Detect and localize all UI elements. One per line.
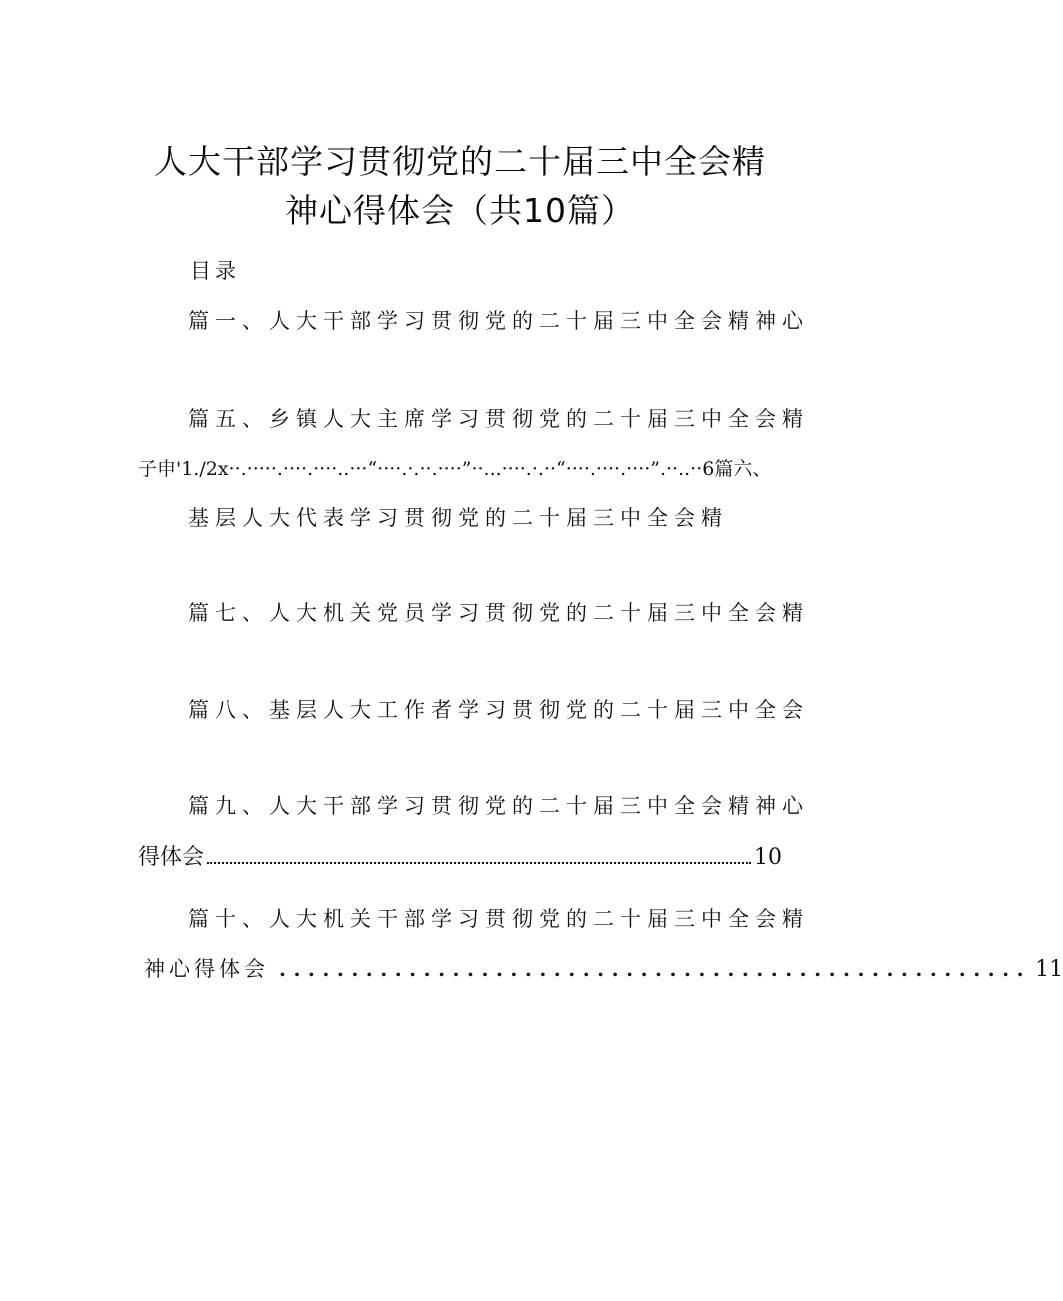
toc-heading: 目录 [190,259,240,283]
toc-entry-9-page-number: 10 [754,845,782,870]
toc-entry-9-dot-leader [207,861,751,864]
toc-entry-10-line-1[interactable]: 篇十、人大机关干部学习贯彻党的二十届三中全会精 [188,907,809,931]
toc-entry-9-line-1[interactable]: 篇九、人大干部学习贯彻党的二十届三中全会精神心 [188,794,809,818]
toc-entry-10-title-end: 神心得体会 [144,957,269,981]
toc-entry-8[interactable]: 篇八、基层人大工作者学习贯彻党的二十届三中全会 [188,698,809,722]
document-title-line-1: 人大干部学习贯彻党的二十届三中全会精 [154,142,766,181]
toc-entry-7[interactable]: 篇七、人大机关党员学习贯彻党的二十届三中全会精 [188,601,809,625]
document-title-line-2: 神心得体会（共10篇） [285,191,635,230]
toc-entry-6[interactable]: 基层人大代表学习贯彻党的二十届三中全会精 [188,506,728,530]
toc-entry-9-title-end: 得体会 [138,845,205,870]
toc-entry-10-page-number: 11 [1035,957,1063,982]
toc-entry-5-line-1[interactable]: 篇五、乡镇人大主席学习贯彻党的二十届三中全会精 [188,407,809,431]
toc-entry-9-line-2[interactable] [138,840,782,871]
toc-entry-1[interactable]: 篇一、人大干部学习贯彻党的二十届三中全会精神心 [188,309,809,333]
toc-entry-10-line-2[interactable] [144,953,1063,983]
toc-entry-5-line-2[interactable]: 子申'1./2x··.·····.····.····..···“····.·.··.····”··...····.·.··“····.····.····”.··..··6篇六、 [138,458,772,480]
toc-entry-10-dot-leader: .................................................... [279,957,1032,981]
